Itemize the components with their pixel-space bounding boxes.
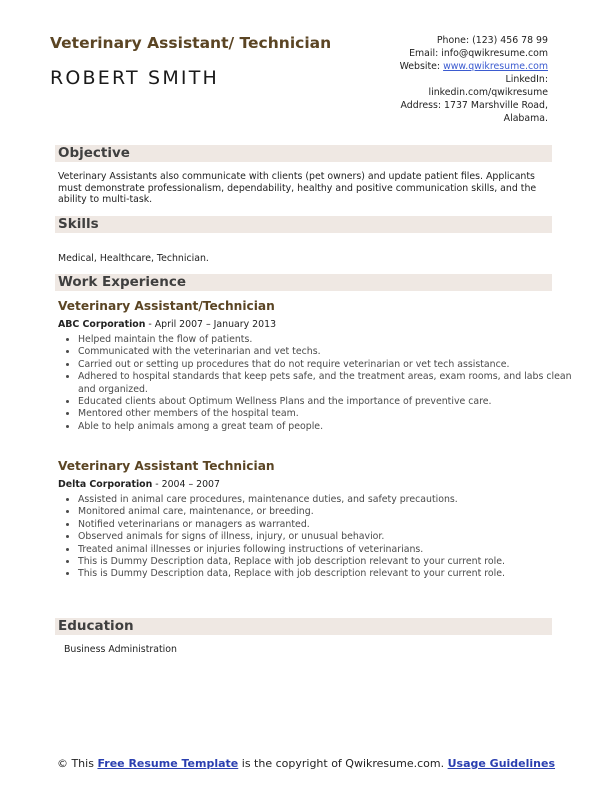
contact-email: Email: info@qwikresume.com xyxy=(409,48,548,59)
list-item: • Observed animals for signs of illness, injury, or unusual behavior. xyxy=(78,531,573,543)
list-item: • Assisted in animal care procedures, maintenance duties, and safety precautions. xyxy=(78,494,573,506)
contact-website xyxy=(328,60,548,73)
list-item: • Monitored animal care, maintenance, or breeding. xyxy=(78,506,573,518)
list-item: • Adhered to hospital standards that keep pets safe, and the treatment areas, exam rooms, and labs clean and organized. xyxy=(78,371,573,396)
list-item: • This is Dummy Description data, Replace with job description relevant to your current role. xyxy=(78,568,573,580)
job-title: Veterinary Assistant/ Technician xyxy=(50,34,332,52)
usage-guidelines-link[interactable]: Usage Guidelines xyxy=(447,757,556,770)
free-resume-template-link[interactable]: Free Resume Template xyxy=(97,757,239,770)
list-item: • Communicated with the veterinarian and vet techs. xyxy=(78,346,573,358)
resume-header xyxy=(50,34,560,134)
objective-heading: Objective xyxy=(58,145,130,161)
list-item: • Treated animal illnesses or injuries following instructions of veterinarians. xyxy=(78,544,573,556)
footer-prefix: © This xyxy=(56,757,98,770)
list-item: • Educated clients about Optimum Wellness Plans and the importance of preventive care. xyxy=(78,396,573,408)
job-1-title: Veterinary Assistant/Technician xyxy=(58,299,275,313)
job-2-company: Delta Corporation xyxy=(58,479,153,490)
work-heading: Work Experience xyxy=(58,274,186,290)
work-section-header xyxy=(55,274,552,291)
list-item: • Helped maintain the flow of patients. xyxy=(78,334,573,346)
job-2-dates: - 2004 – 2007 xyxy=(152,479,220,490)
education-section-header xyxy=(55,618,552,635)
contact-phone: Phone: (123) 456 78 99 xyxy=(436,35,548,46)
candidate-name: ROBERT SMITH xyxy=(50,67,220,89)
objective-section-header xyxy=(55,145,552,162)
job-2-company-line xyxy=(58,479,220,490)
website-link[interactable]: www.qwikresume.com xyxy=(443,61,548,72)
list-item: • Notified veterinarians or managers as warranted. xyxy=(78,519,573,531)
copyright-footer xyxy=(40,757,572,771)
education-text: Business Administration xyxy=(64,644,177,655)
list-item: • This is Dummy Description data, Replace with job description relevant to your current role. xyxy=(78,556,573,568)
skills-text: Medical, Healthcare, Technician. xyxy=(58,253,209,264)
skills-section-header xyxy=(55,216,552,233)
job-2-bullets xyxy=(62,494,573,581)
contact-address-line1: Address: 1737 Marshville Road, xyxy=(400,100,548,111)
job-1-company: ABC Corporation xyxy=(58,319,146,330)
list-item: • Carried out or setting up procedures that do not require veterinarian or vet tech assistance. xyxy=(78,359,573,371)
contact-block xyxy=(328,34,548,125)
education-heading: Education xyxy=(58,618,134,634)
contact-linkedin-label: LinkedIn: xyxy=(505,74,548,85)
job-1-bullets xyxy=(62,334,573,433)
objective-text: Veterinary Assistants also communicate with clients (pet owners) and update patient files. Applicants must demonstrate professionalism, dependability, healthy and positive communication skills, and the ability to multi-task. xyxy=(58,171,537,205)
list-item: • Able to help animals among a great team of people. xyxy=(78,421,573,433)
footer-middle: is the copyright of Qwikresume.com. xyxy=(238,757,448,770)
contact-address-line2: Alabama. xyxy=(503,113,548,124)
job-1-dates: - April 2007 – January 2013 xyxy=(145,319,277,330)
job-2-title: Veterinary Assistant Technician xyxy=(58,459,275,473)
contact-linkedin-url: linkedin.com/qwikresume xyxy=(428,87,548,98)
list-item: • Mentored other members of the hospital team. xyxy=(78,408,573,420)
skills-heading: Skills xyxy=(58,216,99,232)
job-1-company-line xyxy=(58,319,276,330)
website-label: Website: xyxy=(399,61,444,72)
